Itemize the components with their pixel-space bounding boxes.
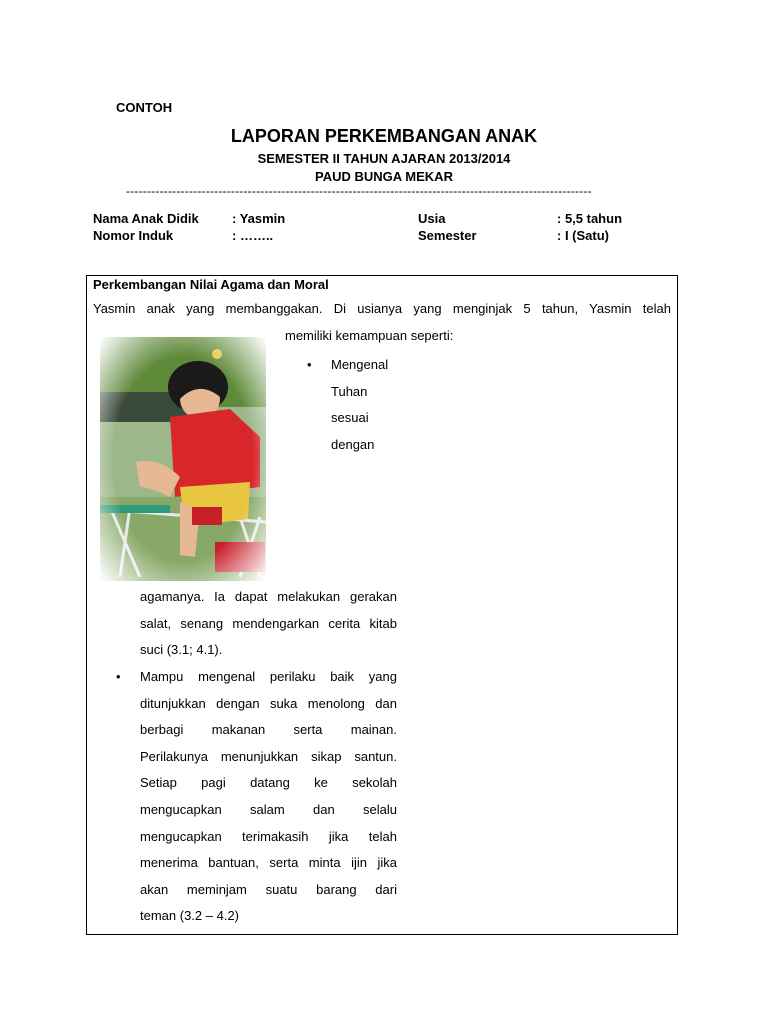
text-line: Mampu mengenal perilaku baik yang (140, 669, 397, 684)
text-line: suci (3.1; 4.1). (140, 642, 223, 658)
sample-label: CONTOH (116, 100, 173, 115)
bullet-1-word: Tuhan (331, 383, 368, 399)
child-photo (100, 337, 266, 581)
text-line: Setiap pagi datang ke sekolah (140, 775, 397, 791)
bullet-2-marker: • (116, 669, 121, 684)
text-line: akan meminjam suatu barang dari (140, 881, 397, 897)
text-line: agamanya. Ia dapat melakukan gerakan (140, 589, 397, 604)
text-line: ditunjukkan dengan suka menolong dan (140, 695, 397, 711)
bullet-1-word: sesuai (331, 410, 369, 426)
bullet-1-word: Mengenal (331, 357, 389, 372)
age-label: Usia (418, 211, 446, 226)
text-line: berbagi makanan serta mainan. (140, 722, 397, 738)
bullet-2-text (140, 664, 397, 930)
bullet-1-marker: • (307, 357, 312, 372)
divider-line: --------------------------------------------------------------------------------------------------------------- (126, 184, 592, 198)
text-line: mengucapkan terimakasih jika telah (140, 828, 397, 844)
report-title: LAPORAN PERKEMBANGAN ANAK (230, 126, 538, 146)
text-line: Perilakunya menunjukkan sikap santun. (140, 748, 397, 764)
text-line: teman (3.2 – 4.2) (140, 908, 239, 924)
bullet-1-word: dengan (331, 436, 375, 452)
bullet-1-short (331, 352, 388, 458)
semester-line: SEMESTER II TAHUN AJARAN 2013/2014 (257, 151, 511, 166)
student-number-value: : …….. (232, 228, 274, 243)
school-name: PAUD BUNGA MEKAR (315, 169, 453, 184)
age-value: : 5,5 tahun (557, 211, 623, 226)
bullet-1-continuation (140, 584, 397, 664)
text-line: mengucapkan salam dan selalu (140, 801, 397, 817)
text-line: salat, senang mendengarkan cerita kitab (140, 615, 397, 631)
intro-line-1: Yasmin anak yang membanggakan. Di usianya yang menginjak 5 tahun, Yasmin telah (93, 301, 671, 316)
semester-label: Semester (418, 228, 477, 243)
semester-value: : I (Satu) (557, 228, 609, 243)
student-number-label: Nomor Induk (93, 228, 174, 243)
name-label: Nama Anak Didik (93, 211, 199, 226)
intro-line-2: memiliki kemampuan seperti: (285, 328, 454, 343)
section-title: Perkembangan Nilai Agama dan Moral (93, 277, 329, 292)
text-line: menerima bantuan, serta minta ijin jika (140, 855, 397, 871)
name-value: : Yasmin (232, 211, 286, 226)
